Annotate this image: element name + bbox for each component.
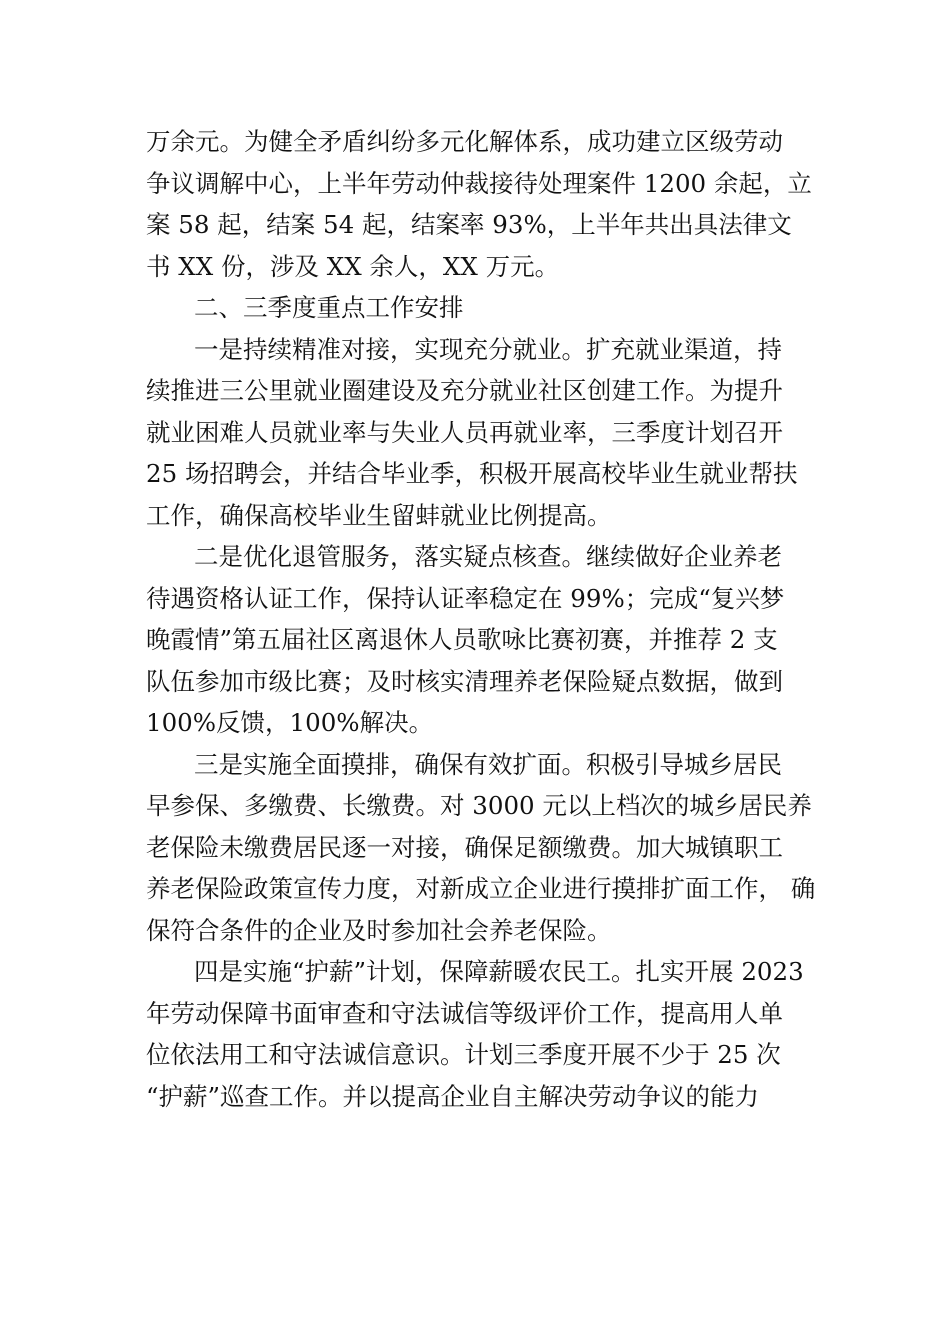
text-line: 早参保、多缴费、长缴费。对 3000 元以上档次的城乡居民养	[146, 791, 812, 820]
text-line: 待遇资格认证工作，保持认证率稳定在 99%；完成“复兴梦	[146, 583, 785, 613]
text-line: 保符合条件的企业及时参加社会养老保险。	[146, 915, 612, 945]
paragraph-wage-protection	[146, 951, 826, 1117]
text-line: 年劳动保障书面审查和守法诚信等级评价工作，提高用人单	[146, 998, 783, 1028]
paragraph-case-summary	[146, 121, 826, 287]
text-line: 晚霞情”第五届社区离退休人员歌咏比赛初赛，并推荐 2 支	[146, 625, 778, 654]
text-line: 100%反馈，100%解决。	[146, 708, 434, 737]
text-line: 书 XX 份，涉及 XX 余人，XX 万元。	[146, 251, 560, 281]
text-line: 一是持续精准对接，实现充分就业。扩充就业渠道，持	[194, 334, 782, 364]
paragraph-employment	[146, 329, 826, 537]
text-line: 老保险未缴费居民逐一对接，确保足额缴费。加大城镇职工	[146, 832, 783, 862]
text-line: “护薪”巡查工作。并以提高企业自主解决劳动争议的能力	[146, 1081, 760, 1111]
text-line: 位依法用工和守法诚信意识。计划三季度开展不少于 25 次	[146, 1040, 781, 1069]
text-line: 三是实施全面摸排，确保有效扩面。积极引导城乡居民	[194, 749, 782, 779]
paragraph-insurance-coverage	[146, 744, 826, 952]
text-line: 争议调解中心，上半年劳动仲裁接待处理案件 1200 余起，立	[146, 168, 812, 198]
text-line: 续推进三公里就业圈建设及充分就业社区创建工作。为提升	[146, 376, 783, 405]
section-heading	[146, 287, 826, 329]
section-heading-text: 二、三季度重点工作安排	[194, 293, 464, 322]
text-line: 就业困难人员就业率与失业人员再就业率，三季度计划召开	[146, 417, 783, 447]
text-line: 队伍参加市级比赛；及时核实清理养老保险疑点数据，做到	[146, 666, 783, 696]
text-line: 万余元。为健全矛盾纠纷多元化解体系，成功建立区级劳动	[146, 127, 783, 156]
paragraph-retirement-services	[146, 536, 826, 744]
text-line: 25 场招聘会，并结合毕业季，积极开展高校毕业生就业帮扶	[146, 459, 798, 488]
document-body	[146, 121, 826, 1117]
text-line: 案 58 起，结案 54 起，结案率 93%，上半年共出具法律文	[146, 210, 792, 239]
text-line: 养老保险政策宣传力度，对新成立企业进行摸排扩面工作， 确	[146, 874, 816, 903]
text-line: 工作，确保高校毕业生留蚌就业比例提高。	[146, 500, 612, 530]
text-line: 四是实施“护薪”计划，保障薪暖农民工。扎实开展 2023	[194, 957, 804, 986]
text-line: 二是优化退管服务，落实疑点核查。继续做好企业养老	[194, 542, 782, 571]
